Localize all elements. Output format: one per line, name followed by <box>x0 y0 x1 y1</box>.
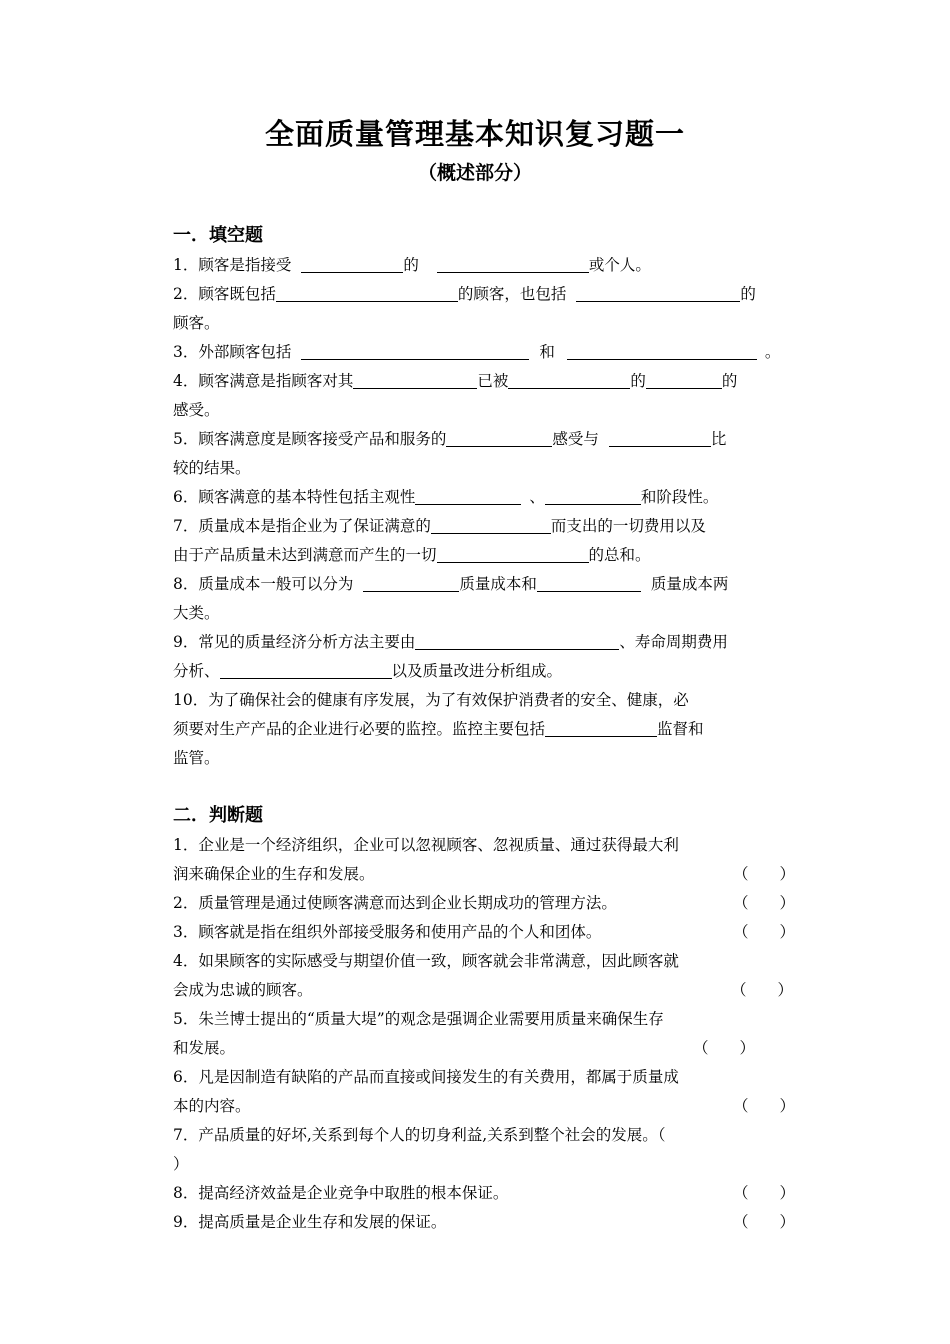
question-text: 须要对生产产品的企业进行必要的监控。监控主要包括 <box>173 720 546 738</box>
fill-question-4 <box>173 367 805 425</box>
question-text: 或个人。 <box>588 256 651 274</box>
answer-blank <box>437 542 589 563</box>
question-text: 感受与 <box>552 430 599 448</box>
judge-question-1 <box>173 831 805 889</box>
fill-question-2 <box>173 280 805 338</box>
question-text: 比 <box>710 430 727 448</box>
fill-question-5 <box>173 425 805 483</box>
answer-parenthesis: （ ） <box>732 894 795 912</box>
question-text: 2．质量管理是通过使顾客满意而达到企业长期成功的管理方法。 <box>173 894 617 912</box>
answer-blank <box>363 571 459 592</box>
answer-blank <box>567 339 757 360</box>
question-text: 润来确保企业的生存和发展。 <box>173 865 375 883</box>
answer-parenthesis: （ ） <box>732 865 795 883</box>
question-text: 1．企业是一个经济组织，企业可以忽视顾客、忽视质量、通过获得最大利 <box>173 836 679 854</box>
question-text: 感受。 <box>173 401 220 419</box>
question-text: 5．朱兰博士提出的“质量大堤”的观念是强调企业需要用质量来确保生存 <box>173 1010 664 1028</box>
fill-question-3 <box>173 338 805 367</box>
judge-question-2 <box>173 889 805 918</box>
judge-question-4 <box>173 947 805 1005</box>
answer-blank <box>508 368 630 389</box>
judge-question-9 <box>173 1208 805 1237</box>
answer-blank <box>220 658 392 679</box>
question-text: 已被 <box>477 372 509 390</box>
question-text: 会成为忠诚的顾客。 <box>173 981 313 999</box>
question-text: 。 <box>764 343 781 361</box>
question-text: 的 <box>740 285 756 303</box>
section-heading-judge: 二．判断题 <box>173 805 263 826</box>
answer-blank <box>576 281 740 302</box>
document-body <box>173 221 805 1237</box>
fill-question-7 <box>173 512 805 570</box>
question-text: 8．提高经济效益是企业竞争中取胜的根本保证。 <box>173 1184 509 1202</box>
question-text: 以及质量改进分析组成。 <box>391 662 563 680</box>
question-text: 监督和 <box>657 720 704 738</box>
question-text: 监管。 <box>173 749 220 767</box>
question-text: 的总和。 <box>588 546 651 564</box>
judge-question-3 <box>173 918 805 947</box>
answer-blank <box>276 281 458 302</box>
question-text: 9．提高质量是企业生存和发展的保证。 <box>173 1213 447 1231</box>
answer-blank <box>545 484 641 505</box>
question-text: 的 <box>403 256 419 274</box>
question-text: 大类。 <box>173 604 220 622</box>
answer-blank <box>353 368 477 389</box>
question-text: 的 <box>721 372 738 390</box>
question-text: 1．顾客是指接受 <box>173 256 292 274</box>
question-text: 的 <box>630 372 646 390</box>
judge-question-6 <box>173 1063 805 1121</box>
question-text: 而支出的一切费用以及 <box>550 517 706 535</box>
fill-question-8 <box>173 570 805 628</box>
answer-blank <box>431 513 551 534</box>
answer-parenthesis: （ ） <box>732 1213 795 1231</box>
question-text: 6．顾客满意的基本特性包括主观性 <box>173 488 416 506</box>
fill-question-1 <box>173 251 805 280</box>
answer-parenthesis: （ ） <box>730 981 793 999</box>
answer-parenthesis: （ ） <box>732 923 795 941</box>
question-text: 7．产品质量的好坏,关系到每个人的切身利益,关系到整个社会的发展。（ <box>173 1126 666 1144</box>
question-text: 的顾客，也包括 <box>457 285 567 303</box>
document-title: 全面质量管理基本知识复习题一 <box>264 117 685 151</box>
answer-blank <box>415 629 619 650</box>
question-text: 3．外部顾客包括 <box>173 343 292 361</box>
question-text: 质量成本和 <box>459 575 537 593</box>
answer-blank <box>545 716 657 737</box>
document-subtitle: （概述部分） <box>417 162 532 184</box>
answer-blank <box>301 252 403 273</box>
question-text: 较的结果。 <box>173 459 251 477</box>
answer-blank <box>646 368 722 389</box>
question-text: 9．常见的质量经济分析方法主要由 <box>173 633 416 651</box>
question-text: ） <box>173 1155 189 1173</box>
fill-question-6 <box>173 483 805 512</box>
question-text: 3．顾客就是指在组织外部接受服务和使用产品的个人和团体。 <box>173 923 602 941</box>
judge-question-8 <box>173 1179 805 1208</box>
question-text: 、寿命周期费用 <box>619 633 728 651</box>
question-text: 4．顾客满意是指顾客对其 <box>173 372 354 390</box>
fill-question-10 <box>173 686 805 773</box>
answer-blank <box>301 339 529 360</box>
question-text: 10．为了确保社会的健康有序发展，为了有效保护消费者的安全、健康，必 <box>173 691 689 709</box>
judge-question-7 <box>173 1121 805 1179</box>
question-text: 、 <box>529 488 545 506</box>
question-text: 8．质量成本一般可以分为 <box>173 575 354 593</box>
question-text: 4．如果顾客的实际感受与期望价值一致，顾客就会非常满意，因此顾客就 <box>173 952 679 970</box>
answer-blank <box>415 484 521 505</box>
answer-parenthesis: （ ） <box>732 1097 795 1115</box>
question-text: 分析、 <box>173 662 220 680</box>
fill-question-9 <box>173 628 805 686</box>
question-text: 和 <box>539 343 555 361</box>
question-text: 质量成本两 <box>650 575 729 593</box>
question-text: 5．顾客满意度是顾客接受产品和服务的 <box>173 430 447 448</box>
question-text: 2．顾客既包括 <box>173 285 276 303</box>
question-text: 由于产品质量未达到满意而产生的一切 <box>173 546 437 564</box>
question-text: 和发展。 <box>173 1039 236 1057</box>
section-heading-fill: 一．填空题 <box>173 225 263 246</box>
answer-parenthesis: （ ） <box>692 1039 755 1057</box>
question-text: 顾客。 <box>173 314 220 332</box>
answer-parenthesis: （ ） <box>732 1184 795 1202</box>
question-text: 7．质量成本是指企业为了保证满意的 <box>173 517 431 535</box>
answer-blank <box>446 426 552 447</box>
answer-blank <box>437 252 589 273</box>
answer-blank <box>537 571 641 592</box>
question-text: 本的内容。 <box>173 1097 251 1115</box>
question-text: 6．凡是因制造有缺陷的产品而直接或间接发生的有关费用，都属于质量成 <box>173 1068 679 1086</box>
judge-question-5 <box>173 1005 805 1063</box>
answer-blank <box>609 426 711 447</box>
question-text: 和阶段性。 <box>640 488 719 506</box>
